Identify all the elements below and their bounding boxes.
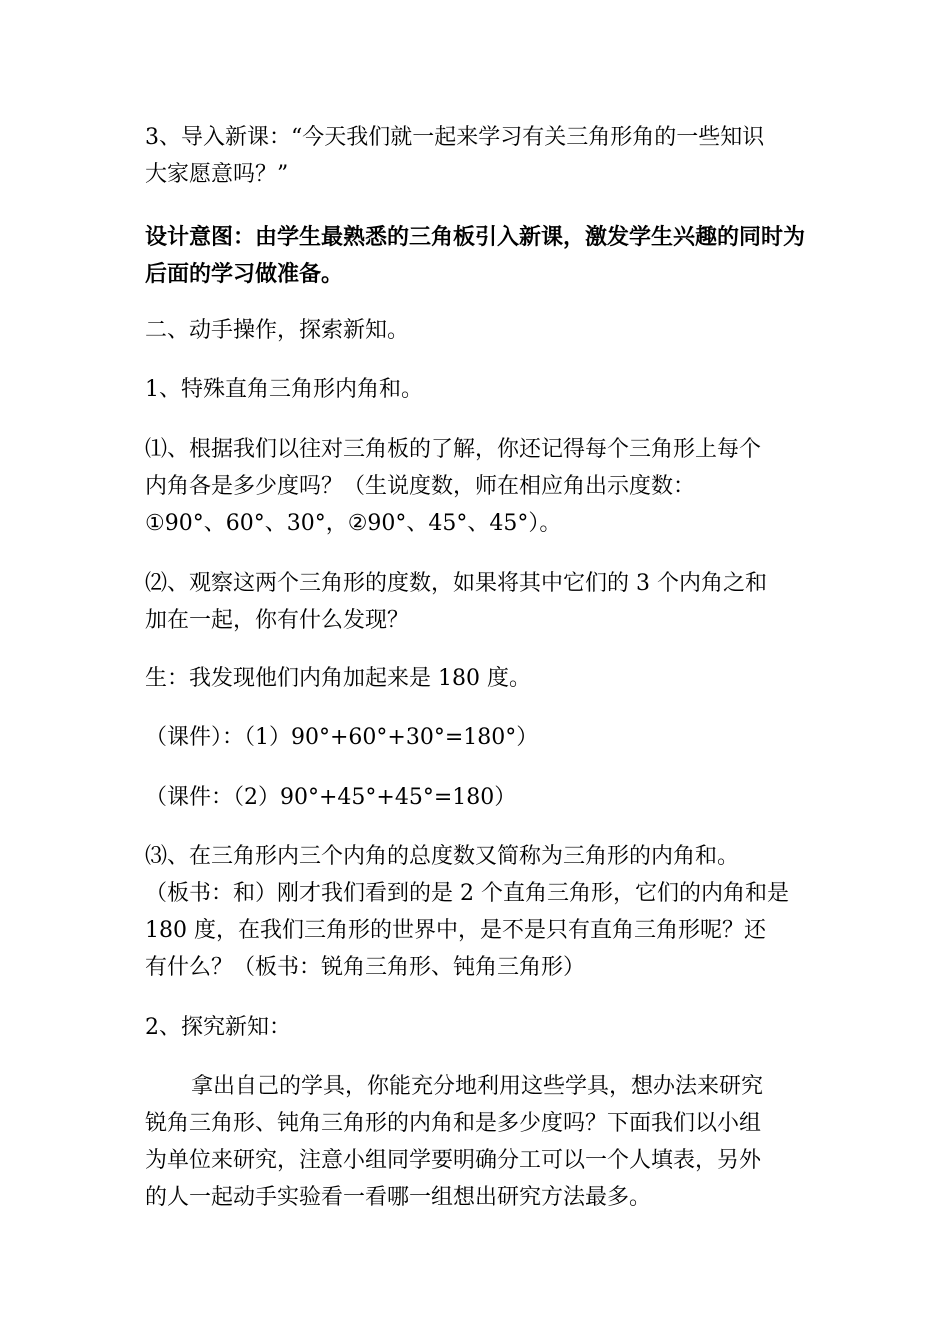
text-line: 大家愿意吗？”	[145, 162, 289, 187]
text-line: 后面的学习做准备。	[145, 261, 344, 287]
text-line: 180 度，在我们三角形的世界中，是不是只有直角三角形呢？还	[145, 918, 766, 943]
text-line: ⑴、根据我们以往对三角板的了解，你还记得每个三角形上每个	[145, 437, 762, 462]
section-heading-hands-on	[145, 312, 810, 349]
text-line: 为单位来研究，注意小组同学要明确分工可以一个人填表，另外	[145, 1148, 762, 1173]
paragraph-courseware-2	[145, 779, 810, 816]
subsection-heading-right-triangle	[145, 371, 810, 408]
subsection-heading-explore	[145, 1009, 810, 1046]
text-line: （板书：和）刚才我们看到的是 2 个直角三角形，它们的内角和是	[145, 881, 789, 906]
text-line: 内角各是多少度吗？（生说度数，师在相应角出示度数：	[145, 474, 696, 499]
paragraph-design-intent	[145, 219, 810, 293]
text-line: 锐角三角形、钝角三角形的内角和是多少度吗？下面我们以小组	[145, 1111, 762, 1136]
text-line: 二、动手操作，探索新知。	[145, 318, 410, 343]
text-line: ⑵、观察这两个三角形的度数，如果将其中它们的 3 个内角之和	[145, 571, 767, 596]
text-line: ⑶、在三角形内三个内角的总度数又简称为三角形的内角和。	[145, 844, 740, 869]
text-line: 拿出自己的学具，你能充分地利用这些学具，想办法来研究	[191, 1074, 764, 1099]
text-line: 有什么？（板书：锐角三角形、钝角三角形）	[145, 955, 586, 980]
text-line: 加在一起，你有什么发现？	[145, 608, 410, 633]
text-line: 设计意图：由学生最熟悉的三角板引入新课，激发学生兴趣的同时为	[145, 224, 806, 250]
paragraph-courseware-1	[145, 719, 810, 756]
text-line: ①90°、60°、30°，②90°、45°、45°）。	[145, 511, 562, 536]
text-line: （课件：（2）90°+45°+45°=180）	[145, 785, 517, 810]
paragraph-observe-degrees	[145, 565, 810, 639]
text-line: （课件）：（1）90°+60°+30°=180°）	[145, 725, 539, 750]
text-line: 生：我发现他们内角加起来是 180 度。	[145, 666, 531, 691]
text-line: 的人一起动手实验看一看哪一组想出研究方法最多。	[145, 1185, 652, 1210]
text-line: 2、探究新知：	[145, 1015, 291, 1040]
paragraph-group-activity	[145, 1068, 810, 1216]
text-line: 3、导入新课：“今天我们就一起来学习有关三角形角的一些知识	[145, 125, 765, 150]
paragraph-student-answer	[145, 660, 810, 697]
text-line: 1、特殊直角三角形内角和。	[145, 377, 423, 402]
paragraph-lesson-intro	[145, 119, 810, 193]
paragraph-angle-sum-definition	[145, 838, 810, 986]
paragraph-triangle-ruler-angles	[145, 431, 810, 542]
